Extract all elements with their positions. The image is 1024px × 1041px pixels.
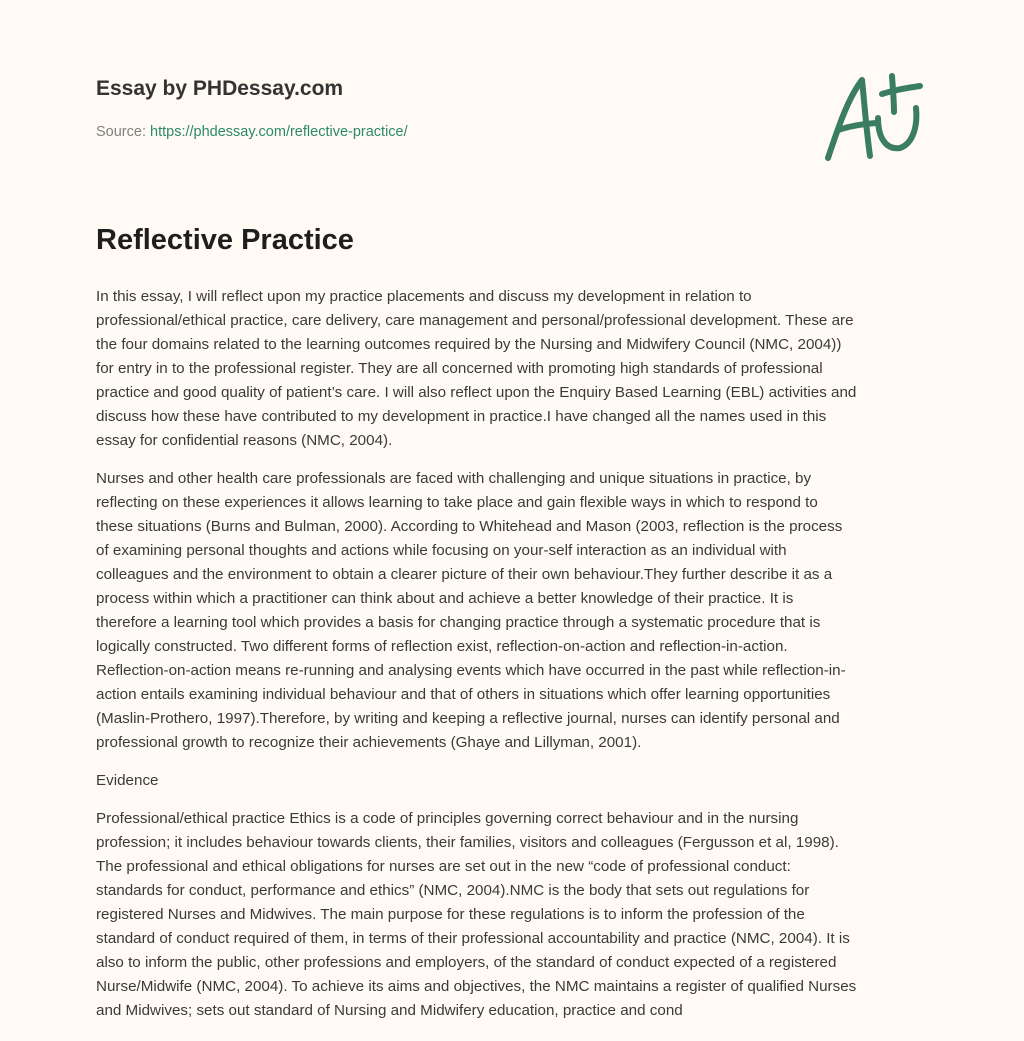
text-line: discuss how these have contributed to my development in practice.I have changed all the names used in this (96, 408, 827, 425)
text-line: professional growth to recognize their achievements (Ghaye and Lillyman, 2001). (96, 734, 642, 751)
source-line (96, 124, 408, 140)
text-line: colleagues and the environment to obtain a clearer picture of their own behaviour.They further describe it as a (96, 566, 833, 583)
source-link[interactable]: https://phdessay.com/reflective-practice/ (150, 124, 408, 140)
text-line: The professional and ethical obligations for nurses are set out in the new “code of professional conduct: (96, 858, 791, 875)
text-line: (Maslin-Prothero, 1997).Therefore, by writing and keeping a reflective journal, nurses can identify personal and (96, 710, 840, 727)
text-line: Evidence (96, 772, 159, 789)
text-line: professional/ethical practice, care delivery, care management and personal/professional development. These are (96, 312, 854, 329)
text-line: Professional/ethical practice Ethics is a code of principles governing correct behaviour and in the nursing (96, 810, 799, 827)
text-line: and Midwives; sets out standard of Nursing and Midwifery education, practice and cond (96, 1002, 683, 1019)
paragraph-evidence-heading (96, 769, 946, 793)
text-line: process within which a practitioner can think about and achieve a better knowledge of their practice. It is (96, 590, 794, 607)
text-line: registered Nurses and Midwives. The main purpose for these regulations is to inform the profession of the (96, 906, 805, 923)
text-line: of examining personal thoughts and actions while focusing on your-self interaction as an individual with (96, 542, 787, 559)
paragraph-intro (96, 285, 946, 453)
text-line: therefore a learning tool which provides a basis for changing practice through a systematic procedure that is (96, 614, 821, 631)
text-line: for entry in to the professional register. They are all concerned with promoting high standards of professional (96, 360, 823, 377)
text-line: profession; it includes behaviour towards clients, their families, visitors and colleagues (Fergusson et al, 1998). (96, 834, 839, 851)
text-line: the four domains related to the learning outcomes required by the Nursing and Midwifery Council (NMC, 2004)) (96, 336, 842, 353)
text-line: Nurses and other health care professionals are faced with challenging and unique situations in practice, by (96, 470, 812, 487)
text-line: In this essay, I will reflect upon my practice placements and discuss my development in relation to (96, 288, 752, 305)
essay-body (96, 285, 946, 1037)
text-line: Reflection-on-action means re-running and analysing events which have occurred in the past while reflection-in- (96, 662, 846, 679)
text-line: action entails examining individual behaviour and that of others in situations which offer learning opportunities (96, 686, 831, 703)
text-line: essay for confidential reasons (NMC, 2004). (96, 432, 393, 449)
source-label: Source: (96, 124, 146, 140)
text-line: standards for conduct, performance and ethics” (NMC, 2004).NMC is the body that sets out regulations for (96, 882, 810, 899)
essay-title: Reflective Practice (96, 224, 354, 256)
text-line: practice and good quality of patient’s care. I will also reflect upon the Enquiry Based Learning (EBL) activities and (96, 384, 857, 401)
a-plus-logo-icon (820, 68, 930, 168)
site-brand: Essay by PHDessay.com (96, 77, 344, 100)
text-line: Nurse/Midwife (NMC, 2004). To achieve its aims and objectives, the NMC maintains a register of qualified Nurses (96, 978, 857, 995)
text-line: standard of conduct required of them, in terms of their professional accountability and practice (NMC, 2004). It is (96, 930, 850, 947)
text-line: logically constructed. Two different forms of reflection exist, reflection-on-action and reflection-in-action. (96, 638, 788, 655)
text-line: also to inform the public, other professions and employers, of the standard of conduct expected of a registered (96, 954, 837, 971)
paragraph-reflection (96, 467, 946, 755)
text-line: these situations (Burns and Bulman, 2000). According to Whitehead and Mason (2003, reflection is the process (96, 518, 843, 535)
paragraph-ethics (96, 807, 946, 1023)
text-line: reflecting on these experiences it allows learning to take place and gain flexible ways in which to respond to (96, 494, 818, 511)
